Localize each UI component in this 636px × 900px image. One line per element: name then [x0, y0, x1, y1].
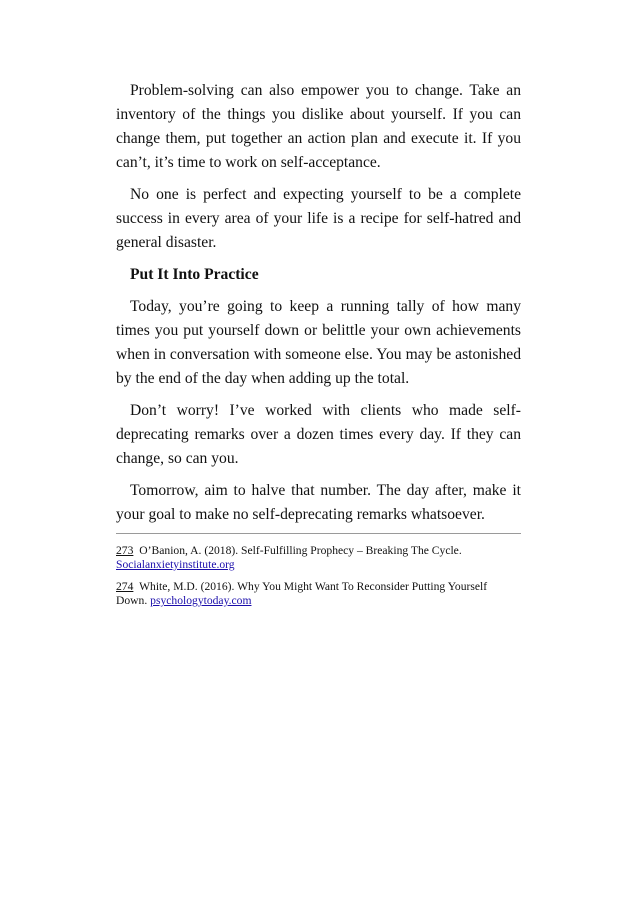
- footnote-number[interactable]: 274: [116, 580, 134, 593]
- footnote-273: [116, 544, 521, 572]
- footnote-link[interactable]: Socialanxietyinstitute.org: [116, 558, 235, 571]
- section-heading: Put It Into Practice: [130, 266, 259, 283]
- footnote-text: White, M.D. (2016). Why You Might Want To Reconsider Putting Yourself Down.: [116, 580, 488, 607]
- footnote-link[interactable]: psychologytoday.com: [150, 594, 252, 607]
- practice-paragraph: Tomorrow, aim to halve that number. The day after, make it your goal to make no self-deprecating remarks whatsoever.: [116, 482, 521, 523]
- page-body: [116, 79, 521, 616]
- practice-paragraph: Don’t worry! I’ve worked with clients who made self-deprecating remarks over a dozen times every day. If they can change, so can you.: [116, 402, 521, 467]
- practice-paragraph: Today, you’re going to keep a running tally of how many times you put yourself down or belittle your own achievements when in conversation with someone else. You may be astonished by the end of the day when adding up the total.: [116, 298, 521, 387]
- body-paragraph: Problem-solving can also empower you to change. Take an inventory of the things you dislike about yourself. If you can change them, put together an action plan and execute it. If you can’t, it’s time to work on self-acceptance.: [116, 82, 521, 171]
- footnote-274: [116, 580, 521, 608]
- footnote-number[interactable]: 273: [116, 544, 134, 557]
- footnote-text: O’Banion, A. (2018). Self-Fulfilling Prophecy – Breaking The Cycle.: [139, 544, 462, 557]
- body-paragraph: No one is perfect and expecting yourself to be a complete success in every area of your life is a recipe for self-hatred and general disaster.: [116, 186, 521, 251]
- footnote-divider: [116, 533, 521, 534]
